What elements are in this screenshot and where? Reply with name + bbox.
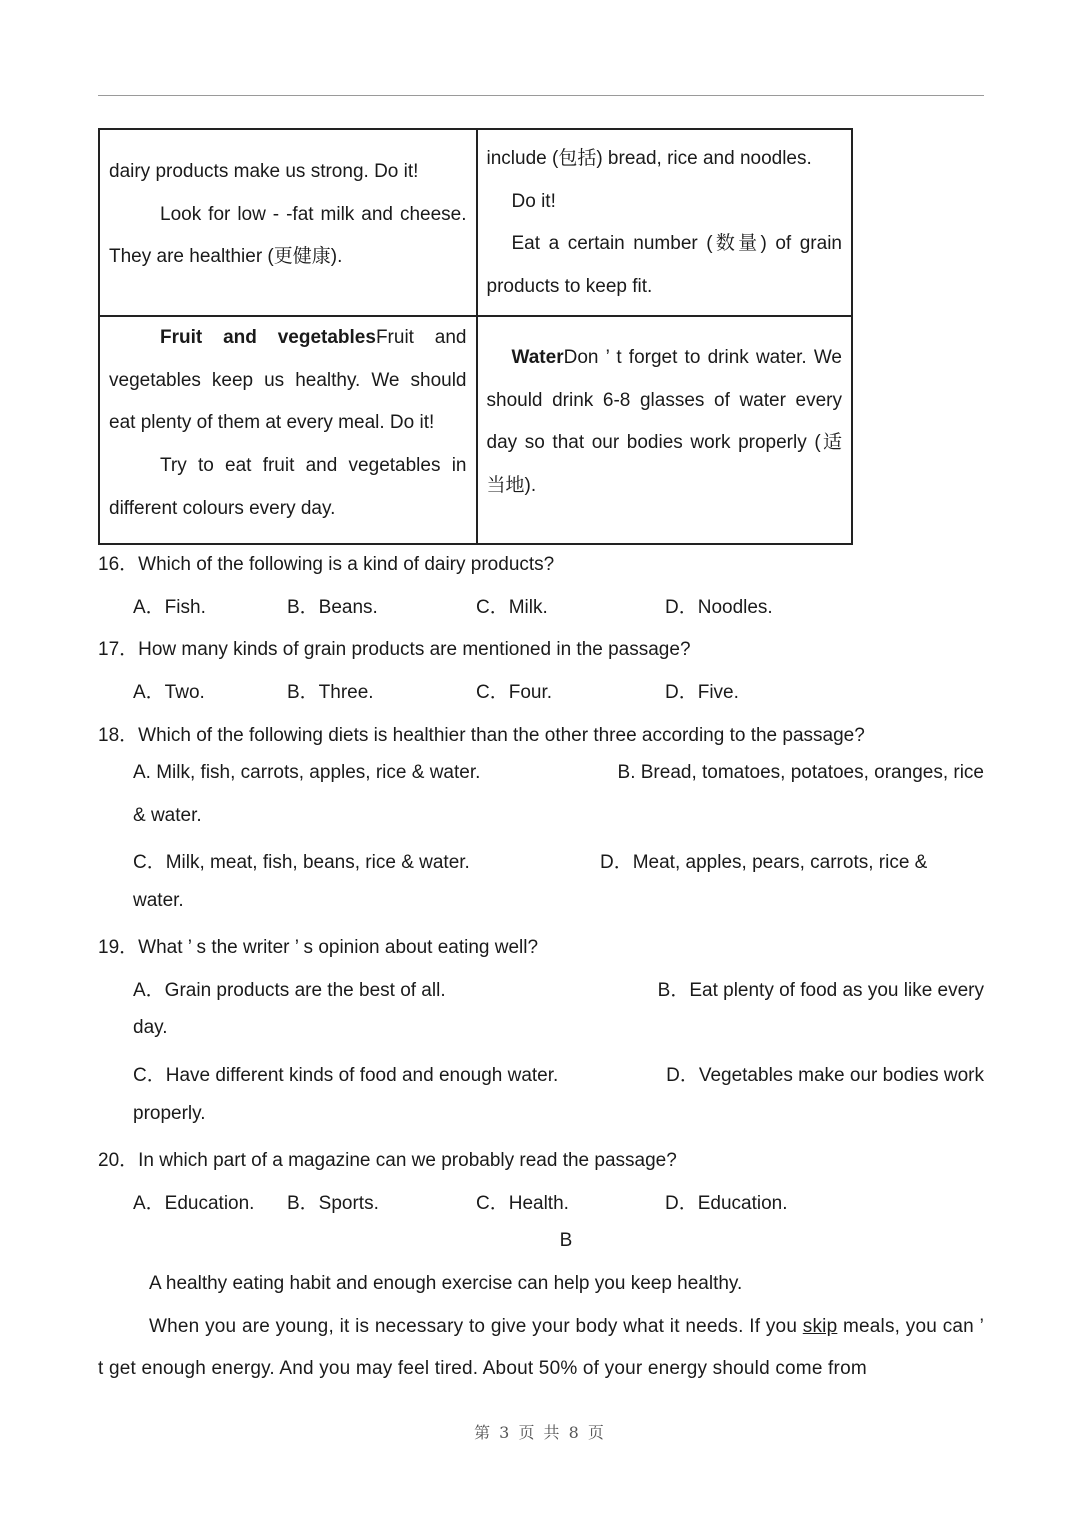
answer-option: B．Beans.: [287, 597, 378, 618]
question-stem: 17．How many kinds of grain products are mentioned in the passage?: [98, 639, 691, 660]
answer-option: A. Milk, fish, carrots, apples, rice & water.: [133, 762, 481, 783]
page-footer: 第 3 页 共 8 页: [474, 1423, 606, 1442]
cell-text: Try to eat fruit and vegetables in different colours every day.: [109, 455, 467, 519]
cell-text: [109, 317, 467, 445]
cell-heading: Fruit and vegetables: [160, 327, 376, 348]
answer-option-continued: & water.: [133, 805, 202, 826]
answer-option: D．Vegetables make our bodies work: [666, 1065, 984, 1086]
section-title: B: [559, 1230, 573, 1251]
cell-text: [487, 337, 843, 508]
answer-option: D．Noodles.: [665, 597, 773, 618]
table-row: [100, 315, 851, 543]
question-stem: 19．What ’ s the writer ’ s opinion about eating well?: [98, 937, 539, 958]
cell-text: dairy products make us strong. Do it!: [109, 161, 419, 182]
cell-text: Look for low - -fat milk and cheese. They are healthier (更健康).: [109, 203, 467, 268]
answer-option-continued: water.: [133, 890, 184, 911]
paragraph: A healthy eating habit and enough exercise can help you keep healthy.: [149, 1273, 743, 1294]
header-rule: [98, 95, 984, 96]
cell-heading: Water: [511, 347, 564, 368]
cell-body: Fruit and vegetables keep us healthy. We should eat plenty of them at every meal. Do it!: [109, 327, 467, 434]
cell-body: Don ’ t forget to drink water. We should drink 6-8 glasses of water every day so that our bodies work properly (适当地).: [486, 347, 842, 497]
cell-text: Do it!: [511, 190, 556, 212]
answer-option: A．Two.: [133, 682, 205, 703]
paragraph-text: meals, you can ’ t get enough energy. And you may feel tired. About 50% of your energy should come from: [98, 1315, 984, 1380]
answer-option: D．Meat, apples, pears, carrots, rice &: [600, 852, 928, 873]
answer-option: B．Sports.: [287, 1193, 379, 1214]
question-stem: 16．Which of the following is a kind of dairy products?: [98, 554, 555, 575]
table-row: [100, 130, 851, 315]
answer-option: B. Bread, tomatoes, potatoes, oranges, rice: [617, 762, 984, 783]
answer-option-continued: day.: [133, 1017, 168, 1038]
answer-option: C．Milk, meat, fish, beans, rice & water.: [133, 852, 470, 873]
passage-table: [98, 128, 853, 545]
cell-text: include (包括) bread, rice and noodles.: [486, 148, 812, 169]
answer-option: A．Education.: [133, 1193, 255, 1214]
answer-option: C．Four.: [476, 682, 553, 703]
answer-option: C．Have different kinds of food and enough water.: [133, 1065, 559, 1086]
answer-option: D．Education.: [665, 1193, 788, 1214]
answer-option: A．Fish.: [133, 597, 206, 618]
cell-text: Eat a certain number (数量) of grain products to keep fit.: [486, 233, 842, 298]
answer-option: A．Grain products are the best of all.: [133, 980, 446, 1001]
paragraph: [98, 1306, 984, 1391]
table-cell-grain: [476, 130, 852, 315]
answer-option: C．Health.: [476, 1193, 569, 1214]
answer-option-continued: properly.: [133, 1103, 206, 1124]
question-stem: 20．In which part of a magazine can we probably read the passage?: [98, 1150, 677, 1171]
question-stem: 18．Which of the following diets is healthier than the other three according to the passage?: [98, 725, 865, 746]
passage-b: [98, 1263, 984, 1391]
answer-option: D．Five.: [665, 682, 739, 703]
paragraph-text: When you are young, it is necessary to give your body what it needs. If you: [149, 1315, 803, 1337]
table-cell-water: [476, 317, 852, 543]
underlined-word: skip: [802, 1315, 838, 1337]
answer-option: B．Three.: [287, 682, 374, 703]
answer-option: C．Milk.: [476, 597, 548, 618]
table-cell-fruit-vegetables: [100, 317, 476, 543]
answer-option: B．Eat plenty of food as you like every: [657, 980, 984, 1001]
table-cell-dairy: [100, 130, 476, 315]
